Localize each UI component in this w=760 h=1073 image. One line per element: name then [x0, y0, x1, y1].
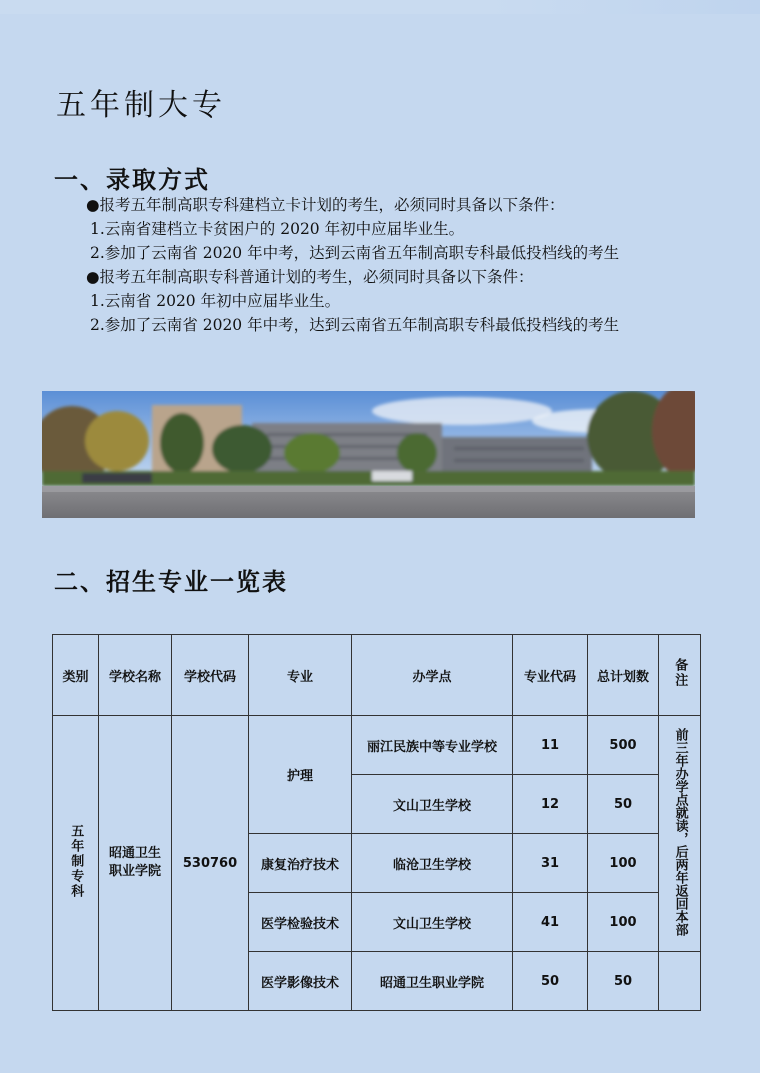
section-admission-heading: 一、录取方式 — [54, 165, 210, 194]
campus-photo — [42, 391, 695, 518]
top-band — [0, 0, 760, 14]
header-major: 专业 — [249, 635, 352, 716]
site-cell: 临沧卫生学校 — [352, 834, 513, 893]
major-cell: 康复治疗技术 — [249, 834, 352, 893]
major-code-cell: 11 — [513, 716, 588, 775]
site-cell: 文山卫生学校 — [352, 775, 513, 834]
site-cell: 文山卫生学校 — [352, 893, 513, 952]
category-cell: 五年制专科 — [53, 716, 99, 1011]
header-total-plan: 总计划数 — [588, 635, 659, 716]
plan-cell: 100 — [588, 834, 659, 893]
condition-line: 1.云南省建档立卡贫困户的 2020 年初中应届毕业生。 — [90, 220, 465, 238]
header-note: 备注 — [659, 635, 701, 716]
plan-cell: 100 — [588, 893, 659, 952]
major-code-cell: 50 — [513, 952, 588, 1011]
condition-line: 2.参加了云南省 2020 年中考，达到云南省五年制高职专科最低投档线的考生 — [90, 244, 620, 262]
table-header-row — [53, 635, 701, 716]
table-row — [53, 716, 701, 775]
major-cell: 医学影像技术 — [249, 952, 352, 1011]
condition-line: 2.参加了云南省 2020 年中考，达到云南省五年制高职专科最低投档线的考生 — [90, 316, 620, 334]
note-cell: 前三年办学点就读，后两年返回本部 — [659, 716, 701, 952]
admission-conditions — [86, 193, 726, 337]
empty-note-cell — [659, 952, 701, 1011]
condition-line: 1.云南省 2020 年初中应届毕业生。 — [90, 292, 341, 310]
site-cell: 昭通卫生职业学院 — [352, 952, 513, 1011]
enrollment-table — [52, 634, 701, 1011]
major-code-cell: 31 — [513, 834, 588, 893]
section-majors-heading: 二、招生专业一览表 — [54, 567, 288, 596]
school-name-cell: 昭通卫生 职业学院 — [99, 716, 172, 1011]
site-cell: 丽江民族中等专业学校 — [352, 716, 513, 775]
major-code-cell: 41 — [513, 893, 588, 952]
plan-cell: 500 — [588, 716, 659, 775]
plan-cell: 50 — [588, 952, 659, 1011]
page-title: 五年制大专 — [56, 88, 226, 123]
plan-cell: 50 — [588, 775, 659, 834]
header-category: 类别 — [53, 635, 99, 716]
header-school-code: 学校代码 — [172, 635, 249, 716]
header-major-code: 专业代码 — [513, 635, 588, 716]
school-code-cell: 530760 — [172, 716, 249, 1011]
major-cell: 医学检验技术 — [249, 893, 352, 952]
major-code-cell: 12 — [513, 775, 588, 834]
header-school-name: 学校名称 — [99, 635, 172, 716]
major-cell: 护理 — [249, 716, 352, 834]
header-site: 办学点 — [352, 635, 513, 716]
condition-line: ●报考五年制高职专科普通计划的考生，必须同时具备以下条件： — [86, 268, 534, 286]
condition-line: ●报考五年制高职专科建档立卡计划的考生，必须同时具备以下条件： — [86, 196, 565, 214]
